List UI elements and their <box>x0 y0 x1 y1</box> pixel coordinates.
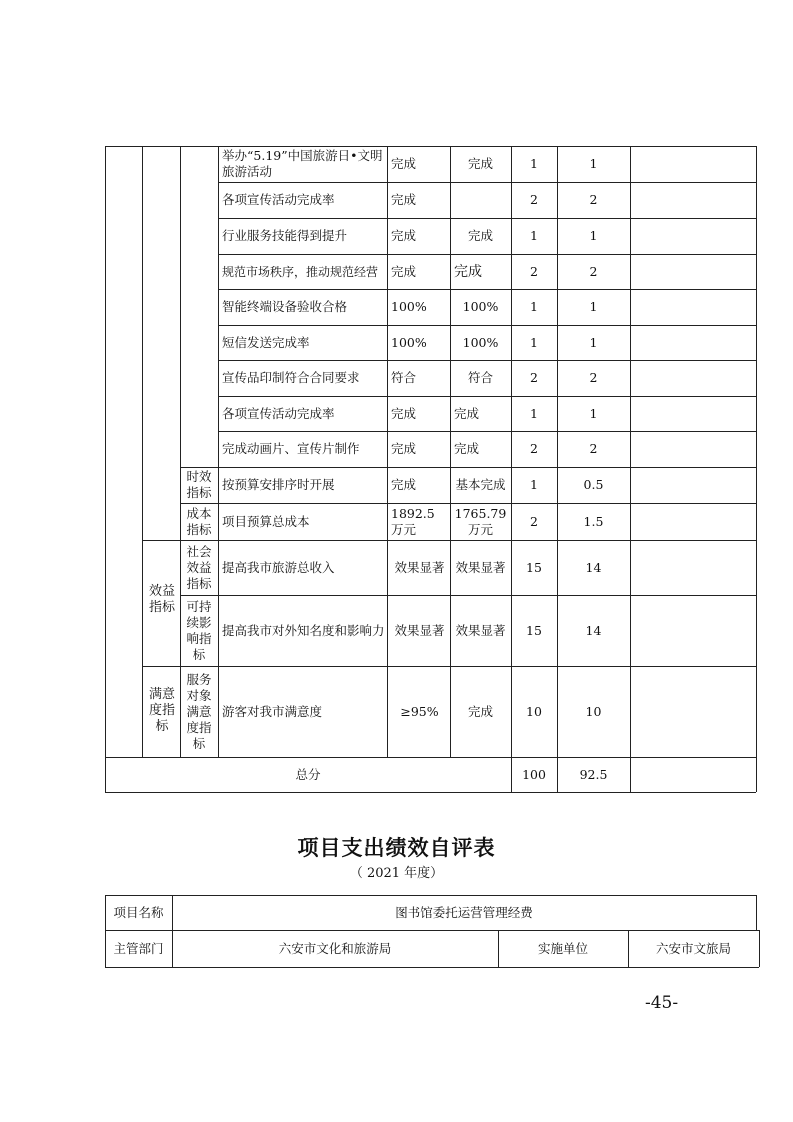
target-cell: 完成 <box>391 441 417 456</box>
indicator-cell: 各项宣传活动完成率 <box>222 192 335 207</box>
indicator-cell: 各项宣传活动完成率 <box>222 405 335 421</box>
weight-cell: 1 <box>530 156 538 171</box>
weight-cell: 1 <box>530 228 538 243</box>
score-cell: 2 <box>589 192 598 207</box>
dept-value: 六安市文化和旅游局 <box>278 940 392 956</box>
target-cell: 符合 <box>391 370 417 385</box>
target-cell: 完成 <box>391 477 417 492</box>
indicator-cell: 游客对我市满意度 <box>222 703 323 719</box>
weight-cell: 15 <box>526 559 542 575</box>
indicator-cell: 行业服务技能得到提升 <box>222 228 348 243</box>
category-benefit: 效益指标 <box>148 584 175 615</box>
indicator-cell: 项目预算总成本 <box>222 513 310 529</box>
indicator-cell: 提高我市对外知名度和影响力 <box>222 622 385 638</box>
category-satisfaction: 满意度指标 <box>148 687 175 734</box>
actual-cell: 效果显著 <box>455 622 506 638</box>
year-label: （ 2021 年度） <box>349 866 444 881</box>
score-cell: 1.5 <box>583 513 604 529</box>
score-cell: 2 <box>589 263 598 279</box>
actual-cell: 完成 <box>454 405 480 421</box>
indicator-cell: 宣传品印制符合合同要求 <box>222 370 360 385</box>
indicator-cell: 智能终端设备验收合格 <box>222 299 348 314</box>
impl-label: 实施单位 <box>537 940 588 956</box>
target-cell: 完成 <box>391 192 417 207</box>
weight-cell: 1 <box>530 477 538 492</box>
weight-cell: 15 <box>526 622 542 638</box>
score-cell: 1 <box>589 299 598 314</box>
page-number: -45- <box>645 993 679 1013</box>
actual-cell: 完成 <box>467 228 493 243</box>
project-name-value: 图书馆委托运营管理经费 <box>395 904 533 920</box>
target-cell: 完成 <box>391 156 417 171</box>
indicator-cell: 完成动画片、宣传片制作 <box>222 441 360 456</box>
indicator-cell: 提高我市旅游总收入 <box>222 559 335 575</box>
actual-cell: 100% <box>462 334 499 350</box>
impl-value: 六安市文旅局 <box>655 940 731 956</box>
actual-cell: 基本完成 <box>455 477 506 492</box>
total-label: 总分 <box>295 766 321 782</box>
actual-cell: 完成 <box>467 703 493 719</box>
target-cell: 效果显著 <box>394 559 445 575</box>
weight-cell: 2 <box>530 513 538 529</box>
weight-cell: 2 <box>530 263 538 279</box>
indicator-cell: 举办“5.19”中国旅游日•文明旅游活动 <box>222 148 383 179</box>
score-cell: 14 <box>585 622 602 638</box>
actual-cell <box>450 182 511 218</box>
page-title: 项目支出绩效自评表 <box>297 835 496 860</box>
score-cell: 1 <box>589 228 598 243</box>
indicator-cell: 规范市场秩序，推动规范经营 <box>222 264 379 279</box>
target-cell: 100% <box>391 334 427 350</box>
project-name-label: 项目名称 <box>113 904 164 920</box>
target-cell: 完成 <box>391 263 417 279</box>
weight-cell: 2 <box>530 441 538 456</box>
weight-cell: 1 <box>530 334 538 350</box>
target-cell: 完成 <box>391 405 417 421</box>
score-cell: 10 <box>585 703 602 719</box>
actual-cell: 完成 <box>467 156 493 171</box>
score-cell: 0.5 <box>583 477 604 492</box>
sub-category-cost: 成本指标 <box>186 505 212 537</box>
score-cell: 1 <box>589 156 598 171</box>
actual-cell: 完成 <box>454 441 480 456</box>
target-cell: 效果显著 <box>394 622 445 638</box>
actual-cell: 100% <box>462 299 499 314</box>
indicator-cell: 按预算安排序时开展 <box>222 477 335 492</box>
target-cell: 完成 <box>391 228 417 243</box>
weight-cell: 2 <box>530 192 538 207</box>
dept-label: 主管部门 <box>113 940 164 956</box>
actual-cell: 效果显著 <box>455 559 506 575</box>
actual-cell: 1765.79 万元 <box>454 505 507 537</box>
score-cell: 1 <box>589 405 598 421</box>
score-cell: 14 <box>585 559 602 575</box>
target-cell: 100% <box>391 299 427 314</box>
weight-cell: 1 <box>530 405 538 421</box>
sub-category-timeliness: 时效指标 <box>186 469 212 500</box>
sub-category-social: 社会效益指标 <box>186 543 212 591</box>
score-cell: 2 <box>589 441 598 456</box>
indicator-cell: 短信发送完成率 <box>222 334 310 350</box>
score-cell: 2 <box>589 370 598 385</box>
target-cell: 1892.5 万元 <box>391 505 435 537</box>
total-weight: 100 <box>522 766 546 782</box>
total-note <box>630 757 756 792</box>
total-score: 92.5 <box>579 766 608 782</box>
actual-cell: 完成 <box>454 263 482 280</box>
weight-cell: 10 <box>526 703 542 719</box>
actual-cell: 符合 <box>467 370 493 385</box>
sub-category-sustainable: 可持续影响指标 <box>186 598 212 662</box>
target-cell: ≥95% <box>400 703 439 719</box>
weight-cell: 2 <box>530 370 538 385</box>
weight-cell: 1 <box>530 299 538 314</box>
sub-category-service: 服务对象满意度指标 <box>186 671 212 751</box>
score-cell: 1 <box>589 334 598 350</box>
